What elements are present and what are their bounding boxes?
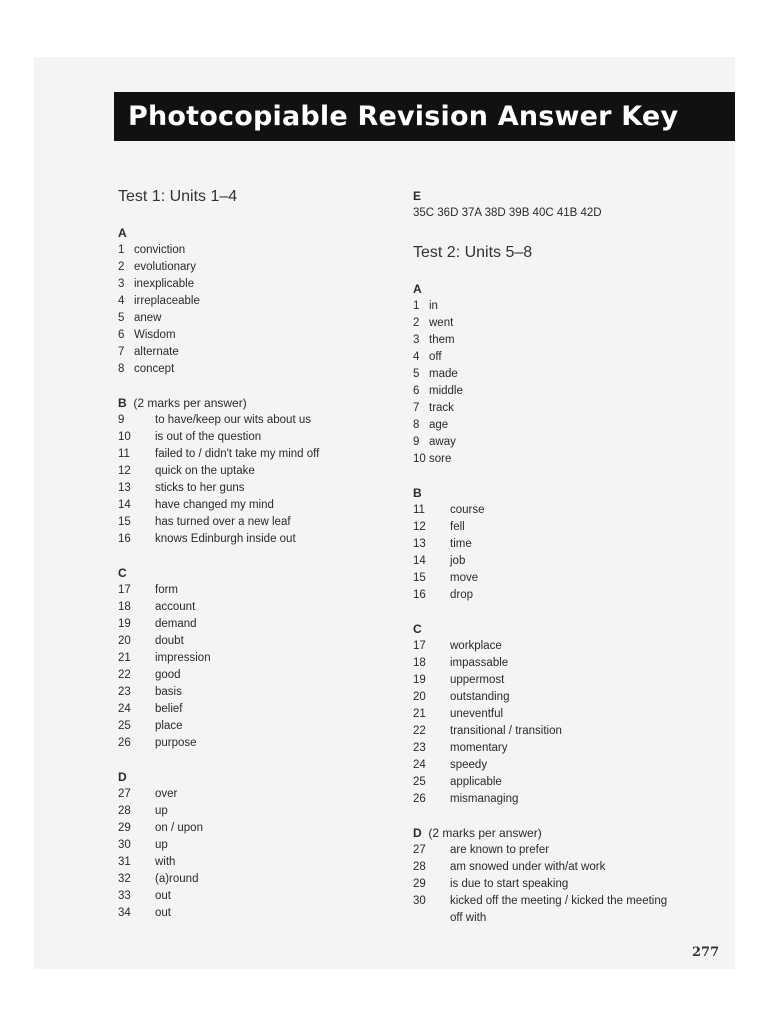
question-number: 21 (413, 708, 426, 720)
question-number: 15 (118, 516, 131, 528)
answer-row (413, 434, 713, 451)
answer-row (413, 349, 713, 366)
answer-row (413, 893, 713, 910)
answer-row (413, 519, 713, 536)
answer-text: irreplaceable (134, 295, 200, 307)
answer-row (118, 854, 388, 871)
answer-row (118, 276, 388, 293)
question-number: 31 (118, 856, 131, 868)
answer-text: is due to start speaking (450, 878, 569, 890)
answer-row (118, 497, 388, 514)
test1-section-d-label: D (118, 770, 127, 784)
answer-row (413, 859, 713, 876)
answer-row (413, 723, 713, 740)
answer-row (413, 587, 713, 604)
answer-text: are known to prefer (450, 844, 550, 856)
answer-row (413, 383, 713, 400)
answer-text: failed to / didn't take my mind off (155, 448, 320, 460)
answer-row (118, 259, 388, 276)
answer-row (118, 446, 388, 463)
answer-row (413, 655, 713, 672)
answer-text: went (429, 317, 454, 329)
question-number: 1 (413, 300, 420, 312)
question-number: 2 (118, 261, 125, 273)
question-number: 9 (413, 436, 420, 448)
question-number: 34 (118, 907, 131, 919)
marks-note: (2 marks per answer) (428, 826, 542, 840)
test1-section-e-label: E (413, 189, 422, 203)
answer-text: has turned over a new leaf (155, 516, 291, 528)
question-number: 5 (118, 312, 125, 324)
answer-text: middle (429, 385, 463, 397)
page-number: 277 (692, 945, 720, 960)
test2-section-b-list (413, 502, 713, 604)
answer-text: course (450, 504, 485, 516)
question-number: 14 (118, 499, 131, 511)
test2-section-d-list (413, 842, 713, 910)
question-number: 22 (413, 725, 426, 737)
answer-row (413, 706, 713, 723)
test1-section-b-label: B (2 marks per answer) (118, 396, 247, 410)
answer-row (413, 553, 713, 570)
answer-text: off (429, 351, 442, 363)
answer-row (118, 871, 388, 888)
answer-row (413, 740, 713, 757)
answer-row (118, 531, 388, 548)
question-number: 11 (118, 448, 130, 460)
answer-row (118, 463, 388, 480)
question-number: 7 (118, 346, 125, 358)
question-number: 19 (413, 674, 426, 686)
answer-text: impassable (450, 657, 509, 669)
answer-text: drop (450, 589, 474, 601)
test2-section-a-label: A (413, 282, 422, 296)
answer-row (118, 633, 388, 650)
question-number: 26 (118, 737, 131, 749)
question-number: 25 (118, 720, 131, 732)
question-number: 12 (413, 521, 426, 533)
answer-text: alternate (134, 346, 179, 358)
test2-section-c-list (413, 638, 713, 808)
answer-text: fell (450, 521, 465, 533)
answer-row (118, 820, 388, 837)
answer-row (413, 451, 713, 468)
question-number: 13 (413, 538, 426, 550)
answer-text: momentary (450, 742, 508, 754)
marks-note: (2 marks per answer) (133, 396, 247, 410)
answer-row (118, 718, 388, 735)
answer-text: move (450, 572, 479, 584)
question-number: 9 (118, 414, 125, 426)
answer-text: with (155, 856, 176, 868)
question-number: 21 (118, 652, 131, 664)
answer-row (413, 638, 713, 655)
answer-row (413, 400, 713, 417)
answer-row (118, 837, 388, 854)
answer-row (413, 689, 713, 706)
question-number: 8 (413, 419, 420, 431)
test1-section-a-label: A (118, 226, 127, 240)
answer-text: concept (134, 363, 175, 375)
question-number: 17 (118, 584, 131, 596)
answer-text: doubt (155, 635, 184, 647)
question-number: 23 (118, 686, 131, 698)
answer-text: time (450, 538, 472, 550)
question-number: 1 (118, 244, 125, 256)
answer-text: in (429, 300, 438, 312)
answer-row (413, 876, 713, 893)
question-number: 5 (413, 368, 420, 380)
answer-text: form (155, 584, 178, 596)
answer-text: job (450, 555, 466, 567)
answer-row (118, 514, 388, 531)
answer-text: impression (155, 652, 211, 664)
answer-row (413, 417, 713, 434)
test1-section-c-list (118, 582, 388, 752)
question-number: 27 (413, 844, 426, 856)
question-number: 6 (118, 329, 125, 341)
answer-text: is out of the question (155, 431, 262, 443)
question-number: 29 (118, 822, 131, 834)
answer-text: sore (429, 453, 452, 465)
test2-section-c-label: C (413, 622, 422, 636)
answer-row (118, 429, 388, 446)
answer-text: mismanaging (450, 793, 519, 805)
question-number: 3 (118, 278, 125, 290)
answer-text: away (429, 436, 456, 448)
answer-text: transitional / transition (450, 725, 562, 737)
test2-heading: Test 2: Units 5–8 (413, 244, 533, 261)
answer-text: purpose (155, 737, 197, 749)
question-number: 8 (118, 363, 125, 375)
test1-section-d-list (118, 786, 388, 922)
answer-text: made (429, 368, 458, 380)
question-number: 16 (118, 533, 131, 545)
answer-text: age (429, 419, 449, 431)
test1-section-a-list (118, 242, 388, 378)
answer-row (118, 344, 388, 361)
answer-text: outstanding (450, 691, 510, 703)
answer-text: uppermost (450, 674, 505, 686)
answer-text: Wisdom (134, 329, 176, 341)
answer-continuation: off with (450, 912, 487, 924)
question-number: 20 (413, 691, 426, 703)
question-number: 10 (413, 453, 426, 465)
answer-text: up (155, 839, 168, 851)
answer-text: anew (134, 312, 162, 324)
answer-row (118, 480, 388, 497)
left-column (118, 187, 388, 922)
question-number: 19 (118, 618, 131, 630)
question-number: 15 (413, 572, 426, 584)
answer-text: sticks to her guns (155, 482, 245, 494)
answer-text: workplace (450, 640, 502, 652)
answer-text: conviction (134, 244, 186, 256)
answer-text: have changed my mind (155, 499, 274, 511)
question-number: 24 (118, 703, 131, 715)
answer-row (118, 701, 388, 718)
question-number: 30 (413, 895, 426, 907)
answer-row (118, 667, 388, 684)
test1-heading: Test 1: Units 1–4 (118, 188, 238, 205)
answer-row (118, 361, 388, 378)
answer-row (118, 735, 388, 752)
answer-text: demand (155, 618, 197, 630)
answer-row (118, 310, 388, 327)
answer-text: evolutionary (134, 261, 197, 273)
test1-section-c-label: C (118, 566, 127, 580)
answer-text: speedy (450, 759, 488, 771)
question-number: 32 (118, 873, 131, 885)
answer-text: applicable (450, 776, 502, 788)
question-number: 10 (118, 431, 131, 443)
answer-row (118, 599, 388, 616)
question-number: 6 (413, 385, 420, 397)
answer-text: basis (155, 686, 182, 698)
answer-row (118, 293, 388, 310)
answer-text: them (429, 334, 455, 346)
answer-row (118, 888, 388, 905)
answer-row (413, 757, 713, 774)
test2-section-a-list (413, 298, 713, 468)
right-column (413, 188, 713, 927)
question-number: 17 (413, 640, 426, 652)
answer-text: over (155, 788, 178, 800)
question-number: 4 (118, 295, 125, 307)
question-number: 25 (413, 776, 426, 788)
question-number: 11 (413, 504, 425, 516)
question-number: 22 (118, 669, 131, 681)
question-number: 26 (413, 793, 426, 805)
answer-text: out (155, 890, 171, 902)
question-number: 28 (118, 805, 131, 817)
answer-row (413, 366, 713, 383)
question-number: 3 (413, 334, 420, 346)
question-number: 2 (413, 317, 420, 329)
answer-row (118, 327, 388, 344)
answer-text: good (155, 669, 181, 681)
answer-row (118, 650, 388, 667)
answer-row (118, 786, 388, 803)
test2-section-d-label: D (2 marks per answer) (413, 826, 542, 840)
answer-row (118, 616, 388, 633)
answer-text: quick on the uptake (155, 465, 255, 477)
question-number: 13 (118, 482, 131, 494)
answer-text: to have/keep our wits about us (155, 414, 311, 426)
question-number: 16 (413, 589, 426, 601)
answer-text: track (429, 402, 454, 414)
answer-row (413, 298, 713, 315)
answer-text: knows Edinburgh inside out (155, 533, 296, 545)
question-number: 7 (413, 402, 420, 414)
question-number: 18 (118, 601, 131, 613)
answer-text: inexplicable (134, 278, 195, 290)
answer-row (413, 842, 713, 859)
question-number: 24 (413, 759, 426, 771)
question-number: 20 (118, 635, 131, 647)
question-number: 14 (413, 555, 426, 567)
answer-text: up (155, 805, 168, 817)
answer-text: kicked off the meeting / kicked the meeting (450, 895, 668, 907)
answer-row (413, 315, 713, 332)
test2-section-b-label: B (413, 486, 422, 500)
answer-row (413, 570, 713, 587)
answer-text: uneventful (450, 708, 504, 720)
answer-text: on / upon (155, 822, 203, 834)
answer-text: place (155, 720, 183, 732)
question-number: 33 (118, 890, 131, 902)
answer-row (118, 242, 388, 259)
question-number: 30 (118, 839, 131, 851)
answer-row (118, 412, 388, 429)
answer-row (413, 774, 713, 791)
test1-section-b-list (118, 412, 388, 548)
answer-row (413, 672, 713, 689)
answer-row (413, 332, 713, 349)
answer-row (118, 905, 388, 922)
answer-row (118, 582, 388, 599)
answer-text: am snowed under with/at work (450, 861, 606, 873)
answer-row (118, 684, 388, 701)
question-number: 18 (413, 657, 426, 669)
question-number: 28 (413, 861, 426, 873)
test1-section-e-answers: 35C 36D 37A 38D 39B 40C 41B 42D (413, 207, 602, 219)
answer-text: belief (155, 703, 183, 715)
answer-row (413, 502, 713, 519)
answer-row (413, 536, 713, 553)
answer-row (118, 803, 388, 820)
question-number: 29 (413, 878, 426, 890)
question-number: 4 (413, 351, 420, 363)
answer-row (413, 791, 713, 808)
answer-text: out (155, 907, 171, 919)
page-title: Photocopiable Revision Answer Key (114, 92, 735, 141)
question-number: 23 (413, 742, 426, 754)
question-number: 12 (118, 465, 131, 477)
answer-text: account (155, 601, 196, 613)
question-number: 27 (118, 788, 131, 800)
answer-text: (a)round (155, 873, 199, 885)
